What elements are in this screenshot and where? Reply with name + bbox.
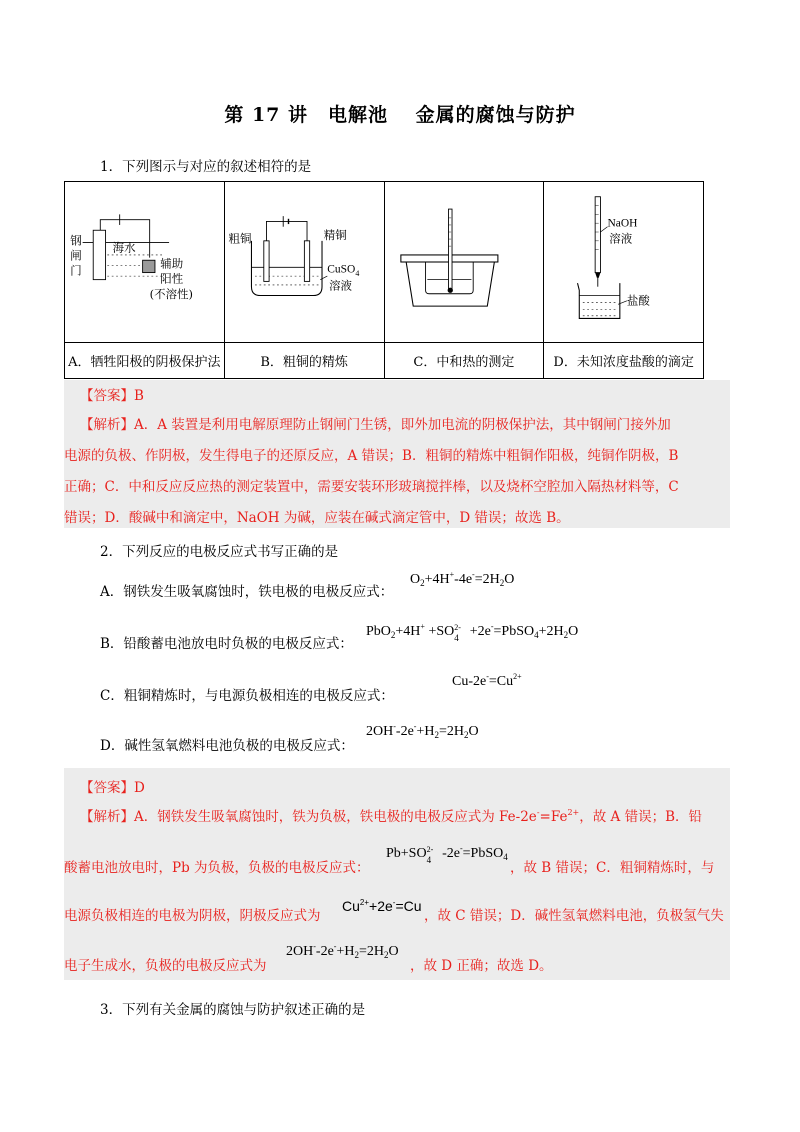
figure-c-neutralization-heat (385, 182, 544, 342)
question-1-analysis-line-2: 电源的负极、作阴极，发生得电子的还原反应，A 错误；B．粗铜的精炼中粗铜作阳极，纯铜作阴极，B (64, 448, 679, 464)
question-2-analysis-line-4: 电子生成水，负极的电极反应式为 (64, 958, 267, 974)
caption-a: A．牺牲阳极的阴极保护法 (65, 343, 225, 379)
pure-copper-label: 精铜 (323, 228, 347, 243)
question-2-analysis-line-2b: ，故 B 错误；C．粗铜精炼时，与 (510, 860, 715, 876)
solution-label: 溶液 (328, 278, 352, 293)
naoh-solution-label: 溶液 (609, 231, 633, 246)
question-2-stem: 2．下列反应的电极反应式书写正确的是 (100, 544, 339, 560)
question-2-analysis-formula-4: $2OH^--2e^-+H_2=2H_2O$ (286, 942, 399, 960)
figure-b-copper-refining (225, 182, 384, 342)
question-1-analysis-line-1: 【解析】A．A 装置是利用电解原理防止钢闸门生锈，即外加电流的阴极保护法，其中钢闸门接外加 (80, 417, 671, 433)
page-title: 第 17 讲 电解池 金属的腐蚀与防护 (224, 104, 576, 126)
figure-a-cell (65, 182, 225, 343)
question-2-analysis-formula-2: Pb+SO 2- 4 -2e-=PbSO$_4$ (386, 844, 508, 865)
option-c-text: C．粗铜精炼时，与电源负极相连的电极反应式： (100, 688, 394, 704)
question-2-answer-box (64, 768, 730, 980)
question-2-analysis-line-2: 酸蓄电池放电时，Pb 为负极，负极的电极反应式： (64, 860, 370, 876)
gate-char-1: 钢 (70, 233, 82, 248)
hydrochloric-acid-label: 盐酸 (627, 293, 651, 308)
question-2-analysis-line-4b: ，故 D 正确；故选 D。 (410, 958, 553, 974)
figure-c-cell (384, 182, 544, 343)
caption-c: C．中和热的测定 (384, 343, 544, 379)
cuso4-formula: CuSO$_4$ (327, 263, 360, 279)
question-1-answer: 【答案】B (80, 388, 144, 404)
question-1-answer-box (64, 380, 730, 528)
figure-d-cell (544, 182, 704, 343)
caption-d: D．未知浓度盐酸的滴定 (544, 343, 704, 379)
option-a-text: A．钢铁发生吸氧腐蚀时，铁电极的电极反应式： (100, 584, 394, 600)
figure-b-cell (224, 182, 384, 343)
question-1-figure-table (64, 181, 704, 379)
naoh-label: NaOH (607, 217, 638, 230)
option-c-formula: $Cu-2e^-=Cu^{2+}$ (452, 672, 522, 689)
option-d-formula: $2OH^--2e^-+H_2=2H_2O$ (366, 722, 479, 740)
figure-d-titration (544, 182, 703, 342)
question-3-stem: 3．下列有关金属的腐蚀与防护叙述正确的是 (100, 1002, 366, 1018)
question-1-stem: 1．下列图示与对应的叙述相符的是 (100, 159, 312, 175)
question-2-answer: 【答案】D (80, 780, 145, 796)
question-1-analysis-line-4: 错误；D．酸碱中和滴定中，NaOH 为碱，应装在碱式滴定管中，D 错误；故选 B。 (64, 510, 570, 526)
option-b-text: B．铅酸蓄电池放电时负极的电极反应式： (100, 636, 353, 652)
question-2-analysis-line-1: 【解析】A．钢铁发生吸氧腐蚀时，铁为负极，铁电极的电极反应式为 $Fe-2e^-=Fe^{2+}$，故 A 错误；B．铅 (80, 808, 703, 825)
anode-label-2: 阳性 (160, 271, 184, 286)
question-2-analysis-line-3b: ，故 C 错误；D．碱性氢氧燃料电池，负极氢气失 (424, 908, 724, 924)
sea-water-label: 海水 (112, 240, 136, 255)
option-a-formula: $O_2+4H^+-4e^-=2H_2O$ (410, 570, 515, 588)
question-2-analysis-line-3: 电源负极相连的电极为阴极，阴极反应式为 (64, 908, 321, 924)
option-b-formula: PbO$_2$+4H+ +SO 2- 4 $+2e^-=PbSO_4+2H_2O$ (366, 622, 579, 643)
gate-char-3: 门 (70, 263, 82, 278)
figure-a-sacrificial-anode (65, 182, 224, 342)
question-1-analysis-line-3: 正确；C．中和反应反应热的测定装置中，需要安装环形玻璃搅拌棒，以及烧杯空腔加入隔热材料等，C (64, 479, 679, 495)
gate-char-2: 闸 (70, 248, 82, 263)
anode-label-3: (不溶性) (149, 287, 193, 302)
option-d-text: D．碱性氢氧燃料电池负极的电极反应式： (100, 738, 354, 754)
caption-b: B．粗铜的精炼 (224, 343, 384, 379)
question-2-analysis-formula-3: $Cu^{2+}+2e^-=Cu$ (342, 898, 422, 914)
crude-copper-label: 粗铜 (228, 231, 252, 246)
anode-label-1: 辅助 (160, 256, 184, 271)
